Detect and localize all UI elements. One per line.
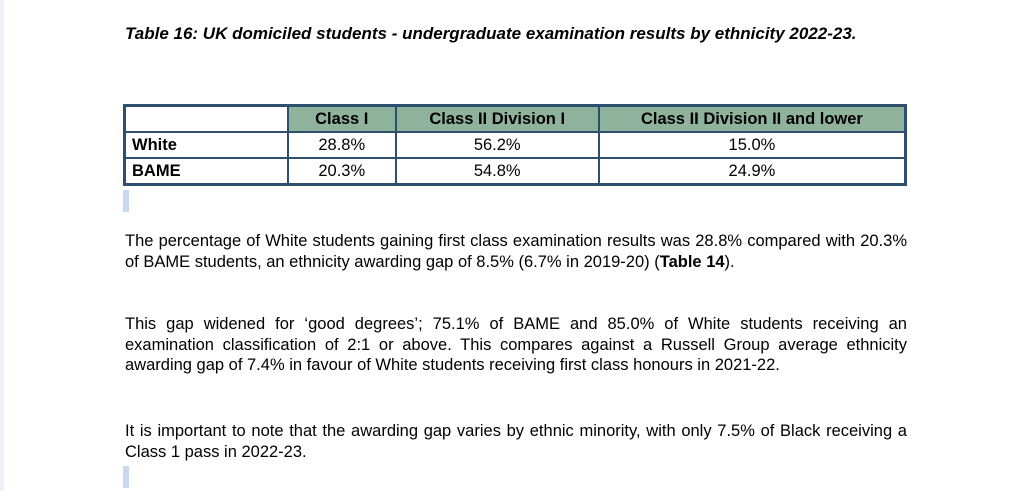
table-caption: Table 16: UK domiciled students - undergraduate examination results by ethnicity 2022-23. [125, 24, 857, 43]
paragraph-1-end: ). [724, 252, 735, 271]
table-cell: 56.2% [396, 132, 599, 158]
header-cell-class-i: Class I [288, 106, 396, 133]
table-reference: Table 14 [659, 252, 725, 271]
table-header-row [125, 106, 906, 133]
table-cell: 15.0% [599, 132, 906, 158]
page-edge [0, 0, 4, 491]
results-table [123, 104, 907, 186]
header-cell-class-ii-div-i: Class II Division I [396, 106, 599, 133]
paragraph-2: This gap widened for ‘good degrees’; 75.1% of BAME and 85.0% of White students receiving an examination classification of 2:1 or above. This compares against a Russell Group average ethnicity awarding gap of 7.4% in favour of White students receiving first class honours in 2021-22. [125, 315, 907, 374]
row-label-bame: BAME [125, 158, 288, 185]
table-cell: 28.8% [288, 132, 396, 158]
table-cell: 54.8% [396, 158, 599, 185]
table-row [125, 132, 906, 158]
header-cell-empty [125, 106, 288, 133]
table-cell: 20.3% [288, 158, 396, 185]
table-cell: 24.9% [599, 158, 906, 185]
table-row [125, 158, 906, 185]
header-cell-class-ii-div-ii: Class II Division II and lower [599, 106, 906, 133]
paragraph-1 [125, 231, 907, 272]
paragraph-marker [123, 190, 129, 212]
paragraph-3: It is important to note that the awarding gap varies by ethnic minority, with only 7.5% of Black receiving a Class 1 pass in 2022-23. [125, 422, 907, 461]
paragraph-1-text: The percentage of White students gaining first class examination results was 28.8% compared with 20.3% of BAME students, an ethnicity awarding gap of 8.5% (6.7% in 2019-20) ( [125, 232, 907, 271]
paragraph-marker [123, 466, 129, 488]
row-label-white: White [125, 132, 288, 158]
